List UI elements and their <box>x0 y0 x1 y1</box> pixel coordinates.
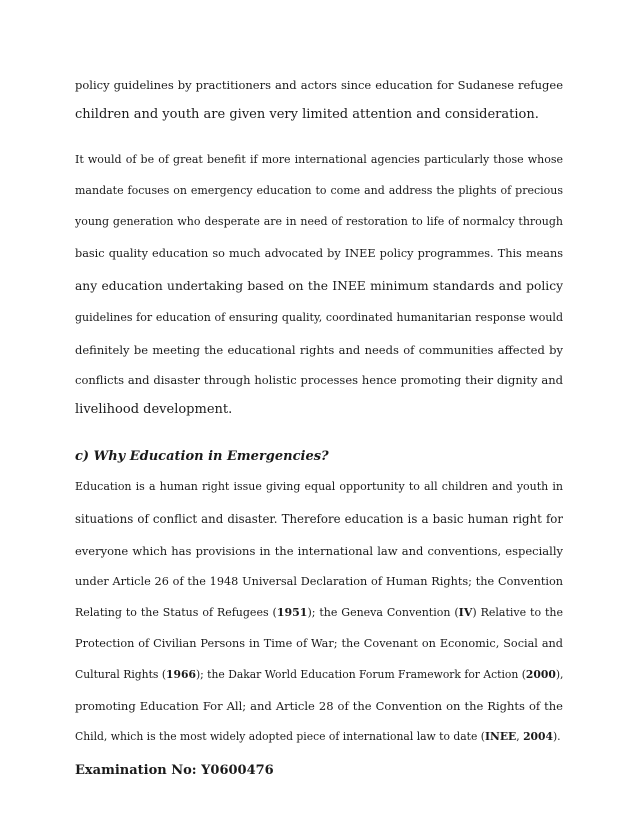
paragraph-3-line-2: situations of conflict and disaster. Therefore education is a basic human right for <box>75 512 563 526</box>
paragraph-3-line-4: under Article 26 of the 1948 Universal Declaration of Human Rights; the Convention <box>75 575 563 588</box>
paragraph-2-line-6: guidelines for education of ensuring quality, coordinated humanitarian response would <box>75 311 563 324</box>
paragraph-2-line-3: young generation who desperate are in need of restoration to life of normalcy through <box>75 215 563 228</box>
section-heading: c) Why Education in Emergencies? <box>75 449 329 464</box>
paragraph-2-line-5: any education undertaking based on the INEE minimum standards and policy <box>75 279 563 293</box>
paragraph-3-line-9: Child, which is the most widely adopted piece of international law to date (INEE, 2004). <box>75 730 561 743</box>
paragraph-3-line-6: Protection of Civilian Persons in Time of War; the Covenant on Economic, Social and <box>75 637 563 650</box>
paragraph-3-line-7: Cultural Rights (1966); the Dakar World Education Forum Framework for Action (2000), <box>75 668 564 681</box>
paragraph-1-line-2: children and youth are given very limited attention and consideration. <box>75 107 539 122</box>
year-2000: 2000 <box>525 668 556 681</box>
paragraph-2-line-4: basic quality education so much advocated by INEE policy programmes. This means <box>75 247 563 260</box>
year-1951: 1951 <box>276 606 308 619</box>
paragraph-2-line-9: livelihood development. <box>75 402 233 417</box>
paragraph-1-line-1: policy guidelines by practitioners and actors since education for Sudanese refugee <box>75 78 563 92</box>
paragraph-3-line-1: Education is a human right issue giving equal opportunity to all children and youth in <box>75 480 563 493</box>
paragraph-2-line-1: It would of be of great benefit if more international agencies particularly those whose <box>75 153 563 166</box>
year-2004: 2004 <box>523 730 553 743</box>
paragraph-3-line-5: Relating to the Status of Refugees (1951); the Geneva Convention (IV) Relative to the <box>75 606 563 619</box>
paragraph-3-line-8: promoting Education For All; and Article 28 of the Convention on the Rights of the <box>75 699 563 713</box>
inee-citation: INEE <box>484 730 517 743</box>
paragraph-2-line-8: conflicts and disaster through holistic processes hence promoting their dignity and <box>75 373 563 387</box>
roman-iv: IV <box>458 606 473 619</box>
paragraph-2-line-2: mandate focuses on emergency education to come and address the plights of precious <box>75 184 563 197</box>
examination-number: Examination No: Y0600476 <box>75 763 274 778</box>
paragraph-2-line-7: definitely be meeting the educational rights and needs of communities affected by <box>75 343 563 357</box>
year-1966: 1966 <box>166 668 196 681</box>
paragraph-3-line-3: everyone which has provisions in the international law and conventions, especially <box>75 544 563 558</box>
